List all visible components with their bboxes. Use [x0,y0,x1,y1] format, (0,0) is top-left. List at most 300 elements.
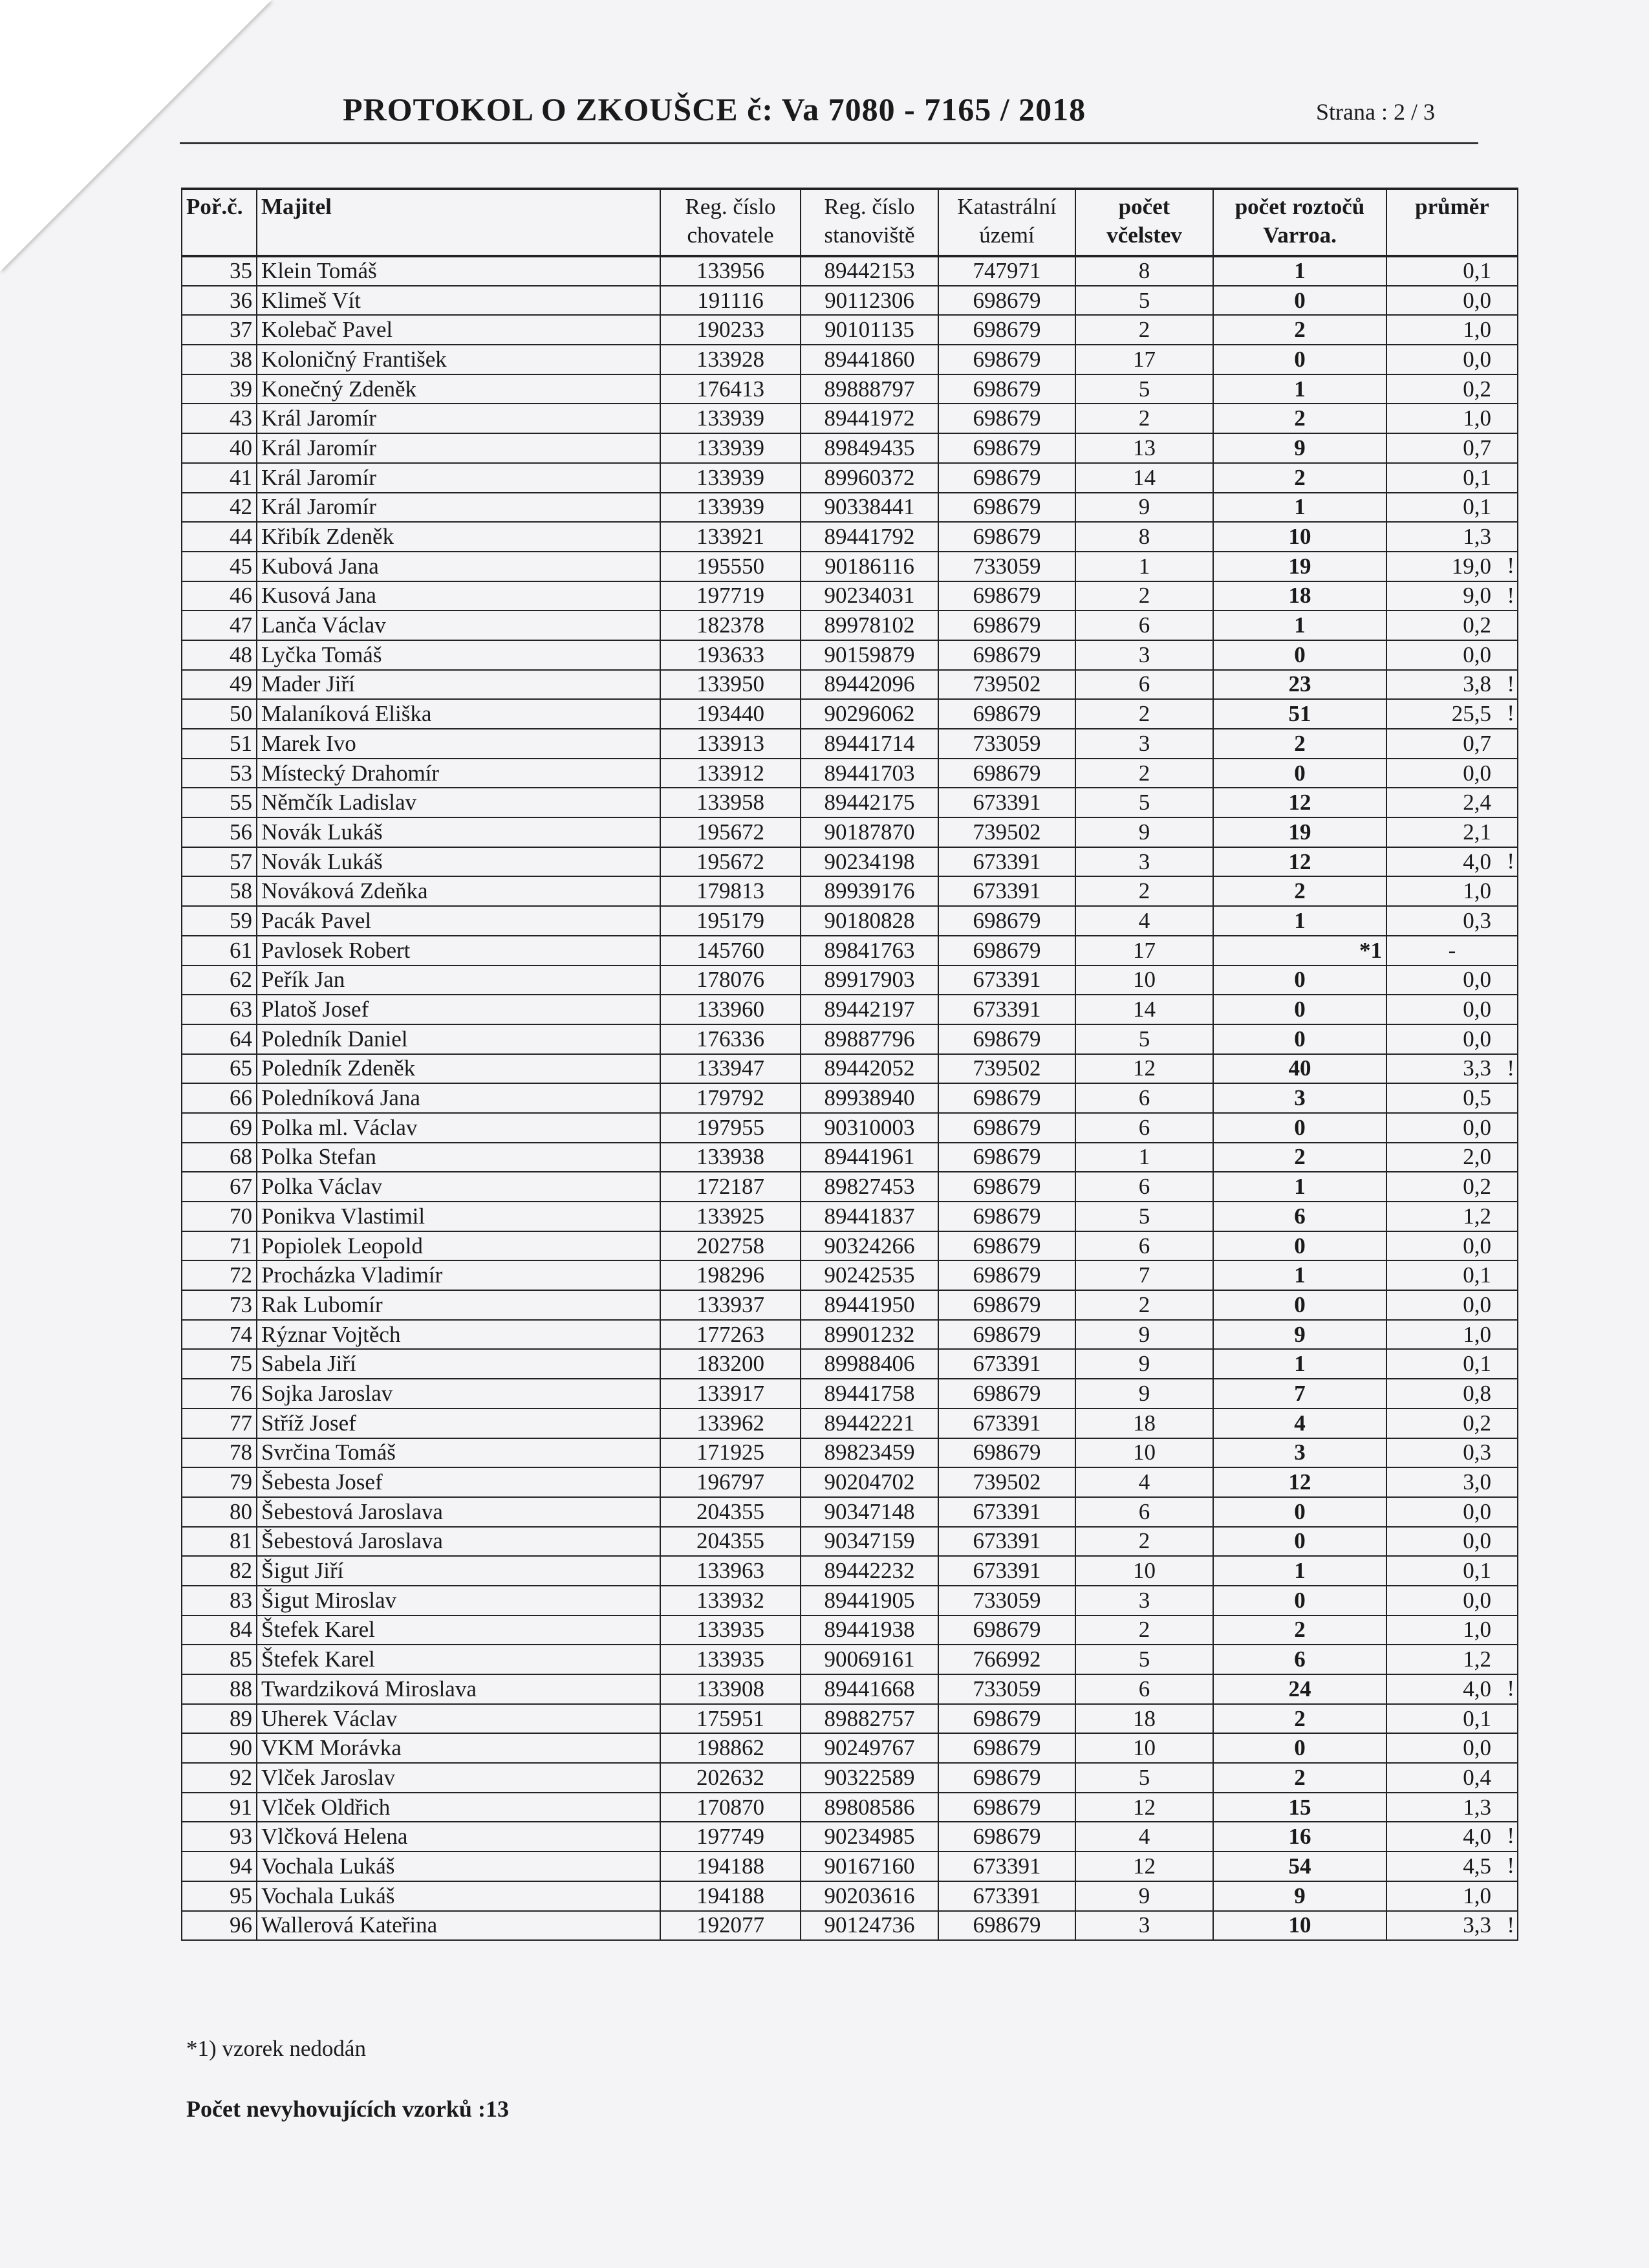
average-value: 4,0 [1463,1824,1491,1850]
results-table [181,188,1518,1941]
cadastral-area: 739502 [938,817,1075,847]
cadastral-area: 698679 [938,581,1075,611]
colony-count: 18 [1075,1409,1213,1438]
site-reg-number: 90234198 [801,847,938,877]
mite-count: 54 [1213,1852,1386,1881]
colony-count: 3 [1075,640,1213,670]
row-number: 90 [182,1733,257,1763]
colony-count: 18 [1075,1704,1213,1734]
average-value: 0,3 [1463,1440,1491,1465]
owner-name: Kolebač Pavel [257,315,660,345]
breeder-reg-number: 133960 [660,995,801,1024]
exceed-flag: ! [1507,671,1514,697]
colony-count: 14 [1075,995,1213,1024]
owner-name: Místecký Drahomír [257,759,660,788]
table-header-row [182,189,1518,256]
table-row [182,966,1518,995]
cadastral-area: 698679 [938,1113,1075,1143]
table-row [182,1527,1518,1557]
table-row [182,404,1518,433]
cadastral-area: 698679 [938,1143,1075,1172]
average-value: 0,5 [1463,1085,1491,1111]
owner-name: Novák Lukáš [257,817,660,847]
exceed-flag: ! [1507,582,1514,608]
page-number: Strana : 2 / 3 [1316,99,1435,125]
breeder-reg-number: 204355 [660,1497,801,1527]
owner-name: Sabela Jiří [257,1349,660,1379]
owner-name: Mader Jiří [257,670,660,700]
table-row [182,610,1518,640]
mite-count: 1 [1213,1556,1386,1586]
site-reg-number: 89808586 [801,1793,938,1822]
owner-name: Rak Lubomír [257,1290,660,1320]
cadastral-area: 698679 [938,1704,1075,1734]
col-header-average: průměr [1386,189,1518,256]
table-row [182,1231,1518,1261]
row-number: 66 [182,1083,257,1113]
table-row [182,699,1518,729]
breeder-reg-number: 133947 [660,1054,801,1084]
table-row [182,1202,1518,1231]
cadastral-area: 733059 [938,1674,1075,1704]
table-row [182,1438,1518,1468]
cadastral-area: 698679 [938,1911,1075,1941]
site-reg-number: 90112306 [801,286,938,316]
colony-count: 12 [1075,1793,1213,1822]
mite-count: 18 [1213,581,1386,611]
cadastral-area: 673391 [938,1349,1075,1379]
average-value: 9,0 [1463,583,1491,609]
owner-name: Král Jaromír [257,493,660,523]
average-value: 0,0 [1463,1291,1491,1317]
cadastral-area: 739502 [938,1467,1075,1497]
exceed-flag: ! [1507,848,1514,874]
colony-count: 5 [1075,1202,1213,1231]
site-reg-number: 90159879 [801,640,938,670]
table-row [182,759,1518,788]
site-reg-number: 89442232 [801,1556,938,1586]
mite-count: 4 [1213,1409,1386,1438]
breeder-reg-number: 179792 [660,1083,801,1113]
colony-count: 2 [1075,759,1213,788]
mite-count: 3 [1213,1438,1386,1468]
row-number: 92 [182,1763,257,1793]
average [1386,1024,1518,1054]
site-reg-number: 89960372 [801,463,938,493]
owner-name: Popiolek Leopold [257,1231,660,1261]
colony-count: 13 [1075,433,1213,463]
breeder-reg-number: 133939 [660,433,801,463]
owner-name: Klein Tomáš [257,256,660,286]
cadastral-area: 733059 [938,729,1075,759]
mite-count: 2 [1213,463,1386,493]
colony-count: 3 [1075,1586,1213,1615]
cadastral-area: 673391 [938,1527,1075,1557]
table-row [182,1822,1518,1852]
mite-count: 1 [1213,256,1386,286]
colony-count: 14 [1075,463,1213,493]
owner-name: Procházka Vladimír [257,1260,660,1290]
table-row [182,1497,1518,1527]
cadastral-area: 698679 [938,493,1075,523]
average-value: 2,1 [1463,819,1491,845]
row-number: 63 [182,995,257,1024]
row-number: 71 [182,1231,257,1261]
average [1386,1852,1518,1881]
site-reg-number: 90324266 [801,1231,938,1261]
cadastral-area: 698679 [938,522,1075,552]
average [1386,552,1518,581]
cadastral-area: 698679 [938,345,1075,374]
colony-count: 9 [1075,1349,1213,1379]
mite-count: 10 [1213,1911,1386,1941]
row-number: 59 [182,906,257,936]
mite-count: 0 [1213,1290,1386,1320]
owner-name: Twardziková Miroslava [257,1674,660,1704]
average-value: 3,8 [1463,671,1491,697]
breeder-reg-number: 196797 [660,1467,801,1497]
average-value: 0,2 [1463,376,1491,402]
owner-name: Svrčina Tomáš [257,1438,660,1468]
average [1386,966,1518,995]
owner-name: Nováková Zdeňka [257,876,660,906]
cadastral-area: 739502 [938,670,1075,700]
colony-count: 4 [1075,906,1213,936]
site-reg-number: 90338441 [801,493,938,523]
site-reg-number: 90242535 [801,1260,938,1290]
mite-count: 2 [1213,404,1386,433]
breeder-reg-number: 133908 [660,1674,801,1704]
cadastral-area: 747971 [938,256,1075,286]
table-row [182,936,1518,966]
site-reg-number: 90167160 [801,1852,938,1881]
colony-count: 6 [1075,1172,1213,1202]
site-reg-number: 89441860 [801,345,938,374]
site-reg-number: 89441703 [801,759,938,788]
cadastral-area: 698679 [938,1231,1075,1261]
colony-count: 5 [1075,286,1213,316]
breeder-reg-number: 133937 [660,1290,801,1320]
row-number: 62 [182,966,257,995]
cadastral-area: 698679 [938,315,1075,345]
colony-count: 4 [1075,1467,1213,1497]
row-number: 93 [182,1822,257,1852]
cadastral-area: 698679 [938,1733,1075,1763]
table-row [182,1586,1518,1615]
cadastral-area: 673391 [938,995,1075,1024]
table-row [182,817,1518,847]
row-number: 75 [182,1349,257,1379]
mite-count: 40 [1213,1054,1386,1084]
exceed-flag: ! [1507,1823,1514,1849]
mite-count: 2 [1213,1615,1386,1645]
average [1386,788,1518,817]
cadastral-area: 673391 [938,1881,1075,1911]
mite-count: 15 [1213,1793,1386,1822]
row-number: 48 [182,640,257,670]
average-value: 0,2 [1463,1410,1491,1436]
site-reg-number: 89441905 [801,1586,938,1615]
average [1386,1409,1518,1438]
table-row [182,433,1518,463]
breeder-reg-number: 176336 [660,1024,801,1054]
colony-count: 6 [1075,610,1213,640]
table-row [182,1379,1518,1409]
breeder-reg-number: 179813 [660,876,801,906]
site-reg-number: 89442197 [801,995,938,1024]
table-row [182,876,1518,906]
average-value: 0,0 [1463,1587,1491,1613]
mite-count: 0 [1213,1113,1386,1143]
owner-name: Král Jaromír [257,404,660,433]
row-number: 91 [182,1793,257,1822]
site-reg-number: 89441758 [801,1379,938,1409]
cadastral-area: 698679 [938,463,1075,493]
site-reg-number: 89849435 [801,433,938,463]
average [1386,463,1518,493]
site-reg-number: 90249767 [801,1733,938,1763]
site-reg-number: 89827453 [801,1172,938,1202]
mite-count: 9 [1213,1881,1386,1911]
cadastral-area: 698679 [938,610,1075,640]
table-row [182,1704,1518,1734]
average [1386,1704,1518,1734]
owner-name: Vochala Lukáš [257,1852,660,1881]
row-number: 88 [182,1674,257,1704]
table-row [182,670,1518,700]
mite-count: 0 [1213,345,1386,374]
breeder-reg-number: 133939 [660,404,801,433]
average [1386,1822,1518,1852]
breeder-reg-number: 171925 [660,1438,801,1468]
colony-count: 2 [1075,1615,1213,1645]
row-number: 37 [182,315,257,345]
cadastral-area: 698679 [938,1793,1075,1822]
breeder-reg-number: 182378 [660,610,801,640]
average [1386,1202,1518,1231]
average [1386,1113,1518,1143]
breeder-reg-number: 133958 [660,788,801,817]
exceed-flag: ! [1507,1055,1514,1081]
table-row [182,995,1518,1024]
average-value: 0,1 [1463,258,1491,284]
mite-count: 1 [1213,374,1386,404]
average [1386,759,1518,788]
breeder-reg-number: 133925 [660,1202,801,1231]
cadastral-area: 766992 [938,1645,1075,1674]
average [1386,1083,1518,1113]
colony-count: 6 [1075,1231,1213,1261]
breeder-reg-number: 133939 [660,463,801,493]
owner-name: Poledník Zdeněk [257,1054,660,1084]
average-value: 0,0 [1463,1114,1491,1140]
average [1386,729,1518,759]
mite-count: 0 [1213,640,1386,670]
average-value: 0,0 [1463,1735,1491,1761]
colony-count: 7 [1075,1260,1213,1290]
row-number: 79 [182,1467,257,1497]
row-number: 39 [182,374,257,404]
average [1386,404,1518,433]
row-number: 70 [182,1202,257,1231]
average [1386,1379,1518,1409]
site-reg-number: 90124736 [801,1911,938,1941]
row-number: 61 [182,936,257,966]
breeder-reg-number: 195179 [660,906,801,936]
cadastral-area: 698679 [938,1320,1075,1350]
cadastral-area: 673391 [938,847,1075,877]
site-reg-number: 89441837 [801,1202,938,1231]
owner-name: Uherek Václav [257,1704,660,1734]
table-row [182,1172,1518,1202]
average-value: 4,5 [1463,1853,1491,1879]
site-reg-number: 90347159 [801,1527,938,1557]
site-reg-number: 89442221 [801,1409,938,1438]
colony-count: 5 [1075,374,1213,404]
breeder-reg-number: 133932 [660,1586,801,1615]
title-divider [180,142,1478,144]
row-number: 76 [182,1379,257,1409]
owner-name: Stříž Josef [257,1409,660,1438]
average [1386,374,1518,404]
cadastral-area: 698679 [938,1024,1075,1054]
table-row [182,1556,1518,1586]
owner-name: Platoš Josef [257,995,660,1024]
row-number: 58 [182,876,257,906]
mite-count: 2 [1213,1763,1386,1793]
mite-count: 19 [1213,817,1386,847]
site-reg-number: 89442096 [801,670,938,700]
row-number: 49 [182,670,257,700]
table-row [182,256,1518,286]
breeder-reg-number: 195550 [660,552,801,581]
average [1386,256,1518,286]
average-value: 0,1 [1463,1351,1491,1377]
colony-count: 2 [1075,581,1213,611]
colony-count: 1 [1075,1143,1213,1172]
mite-count: 12 [1213,788,1386,817]
table-row [182,1763,1518,1793]
average-value: 3,3 [1463,1912,1491,1938]
average-value: 0,0 [1463,642,1491,667]
site-reg-number: 89882757 [801,1704,938,1734]
mite-count: 1 [1213,610,1386,640]
site-reg-number: 89901232 [801,1320,938,1350]
cadastral-area: 739502 [938,1054,1075,1084]
colony-count: 2 [1075,404,1213,433]
table-row [182,847,1518,877]
table-row [182,1881,1518,1911]
mite-count: 0 [1213,995,1386,1024]
mite-count: 1 [1213,1172,1386,1202]
breeder-reg-number: 197955 [660,1113,801,1143]
site-reg-number: 89917903 [801,966,938,995]
table-row [182,1911,1518,1941]
colony-count: 2 [1075,1527,1213,1557]
table-row [182,640,1518,670]
mite-count: 2 [1213,876,1386,906]
cadastral-area: 733059 [938,1586,1075,1615]
mite-count: 9 [1213,433,1386,463]
colony-count: 5 [1075,1763,1213,1793]
average [1386,1586,1518,1615]
breeder-reg-number: 176413 [660,374,801,404]
breeder-reg-number: 133928 [660,345,801,374]
average [1386,581,1518,611]
colony-count: 2 [1075,1290,1213,1320]
table-row [182,493,1518,523]
row-number: 41 [182,463,257,493]
average [1386,1467,1518,1497]
cadastral-area: 698679 [938,1290,1075,1320]
colony-count: 3 [1075,847,1213,877]
table-row [182,463,1518,493]
table-row [182,1054,1518,1084]
row-number: 68 [182,1143,257,1172]
col-header-owner: Majitel [257,189,660,256]
average [1386,1231,1518,1261]
average-value: 0,2 [1463,1174,1491,1200]
owner-name: VKM Morávka [257,1733,660,1763]
table-row [182,1852,1518,1881]
owner-name: Němčík Ladislav [257,788,660,817]
colony-count: 3 [1075,729,1213,759]
site-reg-number: 89841763 [801,936,938,966]
mite-count: 7 [1213,1379,1386,1409]
col-header-colonies: počet včelstev [1075,189,1213,256]
average-value: 0,7 [1463,730,1491,756]
site-reg-number: 90204702 [801,1467,938,1497]
owner-name: Vochala Lukáš [257,1881,660,1911]
average-value: - [1448,937,1456,963]
owner-name: Klimeš Vít [257,286,660,316]
average-value: 1,0 [1463,405,1491,431]
row-number: 36 [182,286,257,316]
average-value: 0,1 [1463,494,1491,520]
table-row [182,345,1518,374]
breeder-reg-number: 192077 [660,1911,801,1941]
average [1386,670,1518,700]
row-number: 40 [182,433,257,463]
breeder-reg-number: 145760 [660,936,801,966]
owner-name: Koloničný František [257,345,660,374]
site-reg-number: 89988406 [801,1349,938,1379]
colony-count: 10 [1075,966,1213,995]
site-reg-number: 89441938 [801,1615,938,1645]
breeder-reg-number: 183200 [660,1349,801,1379]
table-row [182,374,1518,404]
row-number: 47 [182,610,257,640]
colony-count: 10 [1075,1733,1213,1763]
average-value: 25,5 [1451,701,1491,727]
average-value: 4,0 [1463,848,1491,874]
row-number: 85 [182,1645,257,1674]
average [1386,699,1518,729]
cadastral-area: 698679 [938,1615,1075,1645]
breeder-reg-number: 133912 [660,759,801,788]
owner-name: Šigut Jiří [257,1556,660,1586]
site-reg-number: 90101135 [801,315,938,345]
average [1386,995,1518,1024]
mite-count: 2 [1213,729,1386,759]
average-value: 0,0 [1463,287,1491,313]
colony-count: 10 [1075,1438,1213,1468]
breeder-reg-number: 193440 [660,699,801,729]
cadastral-area: 698679 [938,374,1075,404]
site-reg-number: 89939176 [801,876,938,906]
owner-name: Štefek Karel [257,1645,660,1674]
colony-count: 2 [1075,876,1213,906]
